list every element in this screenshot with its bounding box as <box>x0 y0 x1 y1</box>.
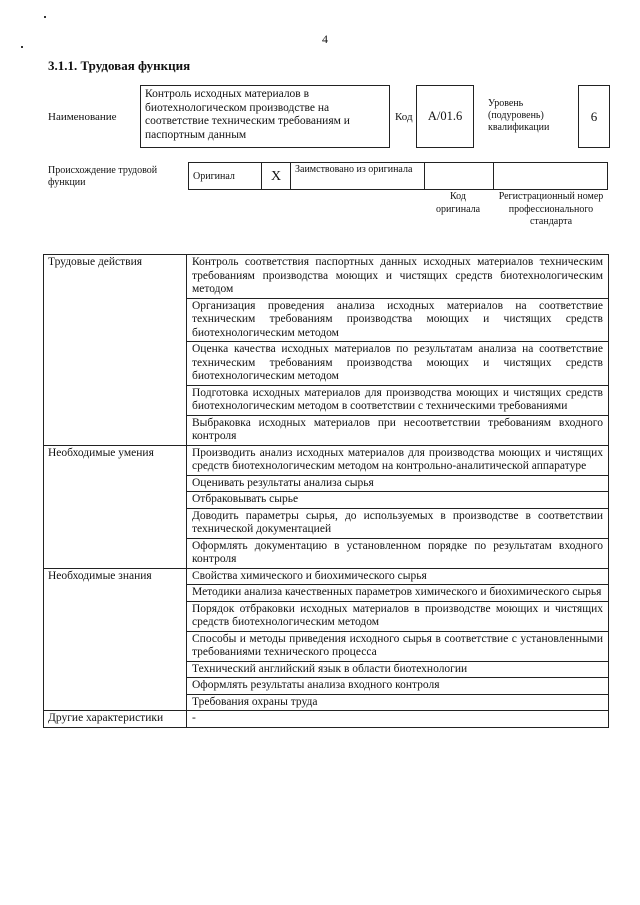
original-mark: X <box>270 168 282 184</box>
reg-caption: Регистрационный номер профессионального стандарта <box>498 191 604 227</box>
scan-mark <box>21 46 23 48</box>
original-mark-cell <box>262 163 291 190</box>
code-caption: Код оригинала <box>435 191 481 215</box>
requirement-item: Оформлять документацию в установленном порядке по результатам входного контроля <box>187 538 609 568</box>
requirement-item: Методики анализа качественных параметров химического и биохимического сырья <box>187 585 609 602</box>
function-name-box: Контроль исходных материалов в биотехнологическом производстве на соответствие техническим требованиям и паспортным данным <box>140 85 390 148</box>
requirement-item: Производить анализ исходных материалов для производства моющих и чистящих средств биотехнологическим методом на контрольно-аналитической аппаратуре <box>187 445 609 475</box>
borrowed-cell <box>291 163 425 190</box>
level-value-box: 6 <box>578 85 610 148</box>
requirement-item: Контроль соответствия паспортных данных исходных материалов техническим требованиям производства моющих и чистящих средств биотехнологическим методом <box>187 255 609 299</box>
requirement-item: Оформлять результаты анализа входного контроля <box>187 678 609 695</box>
table-row <box>44 445 609 475</box>
table-row <box>44 711 609 728</box>
requirement-item: Требования охраны труда <box>187 694 609 711</box>
original-label: Оригинал <box>193 170 235 182</box>
origin-label: Происхождение трудовой функции <box>48 165 158 188</box>
requirement-item: Свойства химического и биохимического сырья <box>187 568 609 585</box>
function-code-box: А/01.6 <box>416 85 474 148</box>
table-row <box>44 255 609 299</box>
table-row <box>44 568 609 585</box>
requirement-item: Выбраковка исходных материалов при несоответствии требованиям входного контроля <box>187 415 609 445</box>
reg-number-cell <box>494 163 608 190</box>
requirements-table <box>43 254 609 728</box>
name-label: Наименование <box>48 111 117 123</box>
origin-table <box>188 162 608 190</box>
category-label: Трудовые действия <box>44 255 187 446</box>
level-label: Уровень (подуровень) квалификации <box>488 98 550 133</box>
requirement-item: Оценивать результаты анализа сырья <box>187 475 609 492</box>
requirement-item: Доводить параметры сырья, до используемых в производстве в соответствии технической документацией <box>187 508 609 538</box>
requirement-item: Оценка качества исходных материалов по результатам анализа на соответствие техническим требованиям производства моющих и чистящих средств биотехнологическим методом <box>187 342 609 386</box>
original-code-cell <box>425 163 494 190</box>
section-heading: 3.1.1. Трудовая функция <box>48 58 191 73</box>
requirement-item: Организация проведения анализа исходных материалов на соответствие техническим требованиям производства моющих и чистящих средств биотехнологическим методом <box>187 298 609 342</box>
borrowed-label: Заимствовано из оригинала <box>295 164 413 175</box>
scan-mark <box>44 16 46 18</box>
requirement-item: Технический английский язык в области биотехнологии <box>187 661 609 678</box>
requirement-item: Подготовка исходных материалов для производства моющих и чистящих средств биотехнологическим методом в соответствии с техническими требованиями <box>187 385 609 415</box>
page-number: 4 <box>322 32 328 46</box>
category-label: Другие характеристики <box>44 711 187 728</box>
requirement-item: Способы и методы приведения исходного сырья в соответствие с установленными требованиями технического процесса <box>187 631 609 661</box>
original-cell <box>189 163 262 190</box>
requirement-item: Порядок отбраковки исходных материалов в производстве моющих и чистящих средств биотехнологическим методом <box>187 601 609 631</box>
requirement-item: - <box>187 711 609 728</box>
requirement-item: Отбраковывать сырье <box>187 492 609 509</box>
category-label: Необходимые умения <box>44 445 187 568</box>
code-label: Код <box>395 111 413 123</box>
category-label: Необходимые знания <box>44 568 187 711</box>
